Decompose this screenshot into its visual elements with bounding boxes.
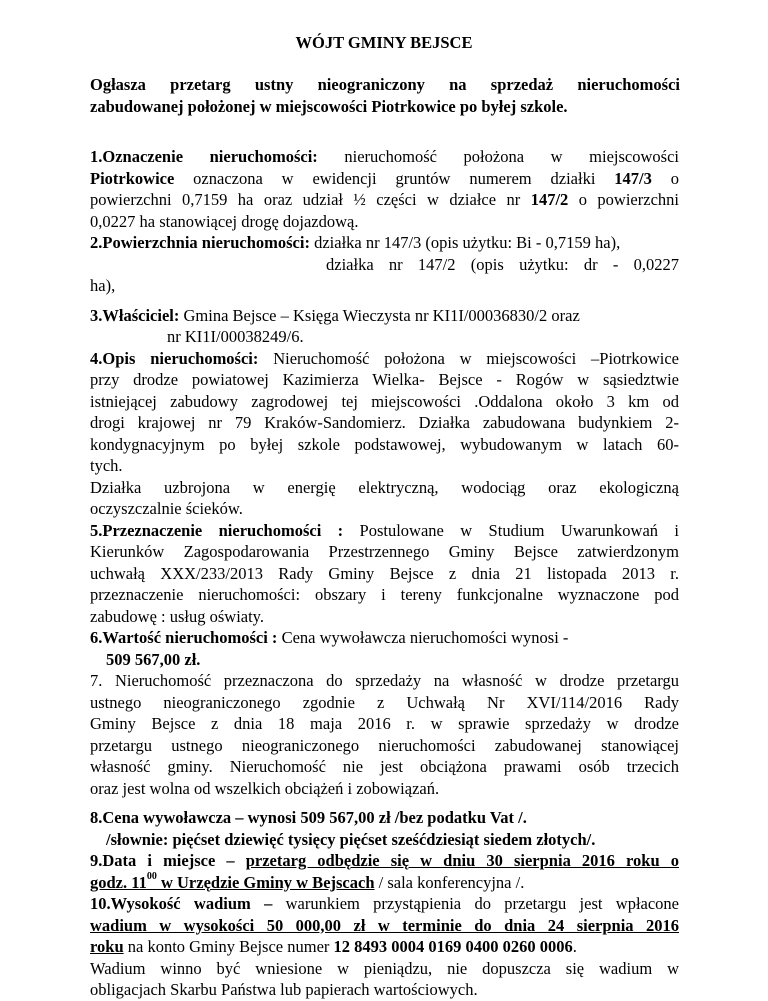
- section-text: istniejącej zabudowy zagrodowej tej miejscowości .Oddalona około 3 km od: [90, 391, 679, 411]
- section-deposit: [90, 893, 679, 1001]
- section-text: godz. 11: [90, 872, 147, 892]
- section-text: oczyszczalnie ścieków.: [90, 499, 243, 518]
- section-text: powierzchni 0,7159 ha oraz udział ½ części w działce nr: [90, 190, 531, 209]
- section-text: uchwałą XXX/233/2013 Rady Gminy Bejsce z dnia 21 listopada 2013 r.: [90, 563, 679, 583]
- section-text: Wadium winno być wniesione w pieniądzu, nie dopuszcza się wadium w: [90, 958, 679, 978]
- section-label: 3.Właściciel:: [90, 305, 180, 325]
- section-text: 0,0227 ha stanowiącej drogę dojazdową.: [90, 211, 359, 231]
- parcel-number: 147/2: [530, 190, 569, 209]
- section-text: 7. Nieruchomość przeznaczona do sprzedaży na własność w drodze przetargu: [90, 671, 679, 690]
- section-resolution: [90, 670, 679, 799]
- section-label: 10.Wysokość wadium –: [90, 894, 273, 913]
- section-text: .: [572, 937, 577, 956]
- section-text: –: [215, 851, 246, 870]
- auction-time: [90, 873, 375, 892]
- section-text: tych.: [90, 456, 123, 475]
- section-text: obligacjach Skarbu Państwa lub papierach wartościowych.: [90, 980, 478, 999]
- section-text: Gmina Bejsce – Księga Wieczysta nr KI1I/00036830/2 oraz: [179, 305, 580, 325]
- section-text: o: [651, 168, 679, 188]
- section-designation: [90, 146, 679, 232]
- section-text: ha),: [90, 276, 116, 295]
- section-area: [90, 232, 679, 297]
- section-text: własność gminy. Nieruchomość nie jest obciążona prawami osób trzecich: [90, 757, 679, 776]
- document-title: WÓJT GMINY BEJSCE: [295, 33, 473, 52]
- parcel-number: 147/3: [614, 168, 652, 188]
- section-text: Postulowane w Studium Uwarunkowań i: [343, 520, 679, 540]
- section-text: oznaczona w ewidencji gruntów numerem działki: [174, 168, 615, 188]
- section-text: / sala konferencyjna /.: [374, 872, 525, 892]
- section-text: o powierzchni: [568, 190, 679, 209]
- section-label: 4.Opis nieruchomości:: [90, 348, 259, 368]
- auction-date: przetarg odbędzie się w dniu 30 sierpnia 2016 roku o: [245, 851, 679, 870]
- village-name: Piotrkowice: [90, 168, 175, 188]
- section-text: Kierunków Zagospodarowania Przestrzennego Gminy Bejsce zatwierdzonym: [90, 542, 679, 561]
- section-text: oraz jest wolna od wszelkich obciążeń i zobowiązań.: [90, 778, 440, 798]
- section-label: 9.Data i miejsce: [90, 851, 216, 870]
- section-text: /słownie: pięćset dziewięć tysięcy pięćset sześćdziesiąt siedem złotych/.: [106, 829, 596, 849]
- section-text: działka nr 147/3 (opis użytku: Bi - 0,7159 ha),: [309, 233, 621, 252]
- section-description: [90, 348, 679, 520]
- section-text: 8.Cena wywoławcza – wynosi 509 567,00 zł /bez podatku Vat /.: [90, 808, 527, 827]
- section-text: nieruchomość położona w miejscowości: [317, 147, 679, 166]
- section-text: drogi krajowej nr 79 Kraków-Sandomierz. Działka zabudowana budynkiem 2-: [90, 413, 679, 432]
- price-amount: 509 567,00 zł.: [106, 649, 201, 669]
- time-minutes: 00: [146, 871, 157, 882]
- deposit-term: roku: [90, 937, 124, 956]
- section-label: 1.Oznaczenie nieruchomości:: [90, 147, 318, 166]
- section-label: 6.Wartość nieruchomości :: [90, 628, 278, 647]
- bank-account-number: 12 8493 0004 0169 0400 0260 0006: [333, 937, 573, 956]
- section-owner: [90, 305, 679, 348]
- section-value: [90, 627, 679, 670]
- auction-place: w Urzędzie Gminy w Bejscach: [156, 872, 375, 892]
- section-starting-price: [90, 807, 679, 850]
- intro-line: zabudowanej położonej w miejscowości Piotrkowice po byłej szkole.: [90, 96, 568, 116]
- section-text: przeznaczenie nieruchomości: obszary i tereny funkcjonalne wyznaczone pod: [90, 585, 679, 604]
- section-text: ustnego nieograniczonego zgodnie z Uchwałą Nr XVI/114/2016 Rady: [90, 692, 679, 712]
- section-text: Działka uzbrojona w energię elektryczną, wodociąg oraz ekologiczną: [90, 477, 679, 497]
- section-label: 5.Przeznaczenie nieruchomości :: [90, 520, 344, 540]
- section-text: kondygnacyjnym po byłej szkole podstawowej, wybudowanym w latach 60-: [90, 434, 679, 454]
- section-text: nr KI1I/00038249/6.: [167, 327, 304, 346]
- section-text: Gminy Bejsce z dnia 18 maja 2016 r. w sprawie sprzedaży w drodze: [90, 714, 679, 733]
- section-text: działka nr 147/2 (opis użytku: dr - 0,0227: [326, 254, 679, 274]
- section-text: przetargu ustnego nieograniczonego nieruchomości zabudowanej stanowiącej: [90, 735, 679, 755]
- section-date-place: [90, 850, 679, 893]
- section-text: warunkiem przystąpienia do przetargu jest wpłacone: [272, 894, 679, 913]
- section-text: przy drodze powiatowej Kazimierza Wielka- Bejsce - Rogów w sąsiedztwie: [90, 370, 679, 389]
- section-purpose: [90, 520, 679, 628]
- section-text: Cena wywoławcza nieruchomości wynosi -: [277, 628, 569, 647]
- announcement-intro: [90, 74, 680, 117]
- section-text: na konto Gminy Bejsce numer: [123, 937, 334, 956]
- announcement-body: [90, 146, 679, 1001]
- section-text: Nieruchomość położona w miejscowości –Piotrkowice: [258, 348, 680, 368]
- section-text: zabudowę : usług oświaty.: [90, 606, 264, 626]
- deposit-amount: wadium w wysokości 50 000,00 zł w terminie do dnia 24 sierpnia 2016: [90, 915, 679, 935]
- intro-line: Ogłasza przetarg ustny nieograniczony na sprzedaż nieruchomości: [90, 75, 680, 94]
- section-label: 2.Powierzchnia nieruchomości:: [90, 233, 310, 252]
